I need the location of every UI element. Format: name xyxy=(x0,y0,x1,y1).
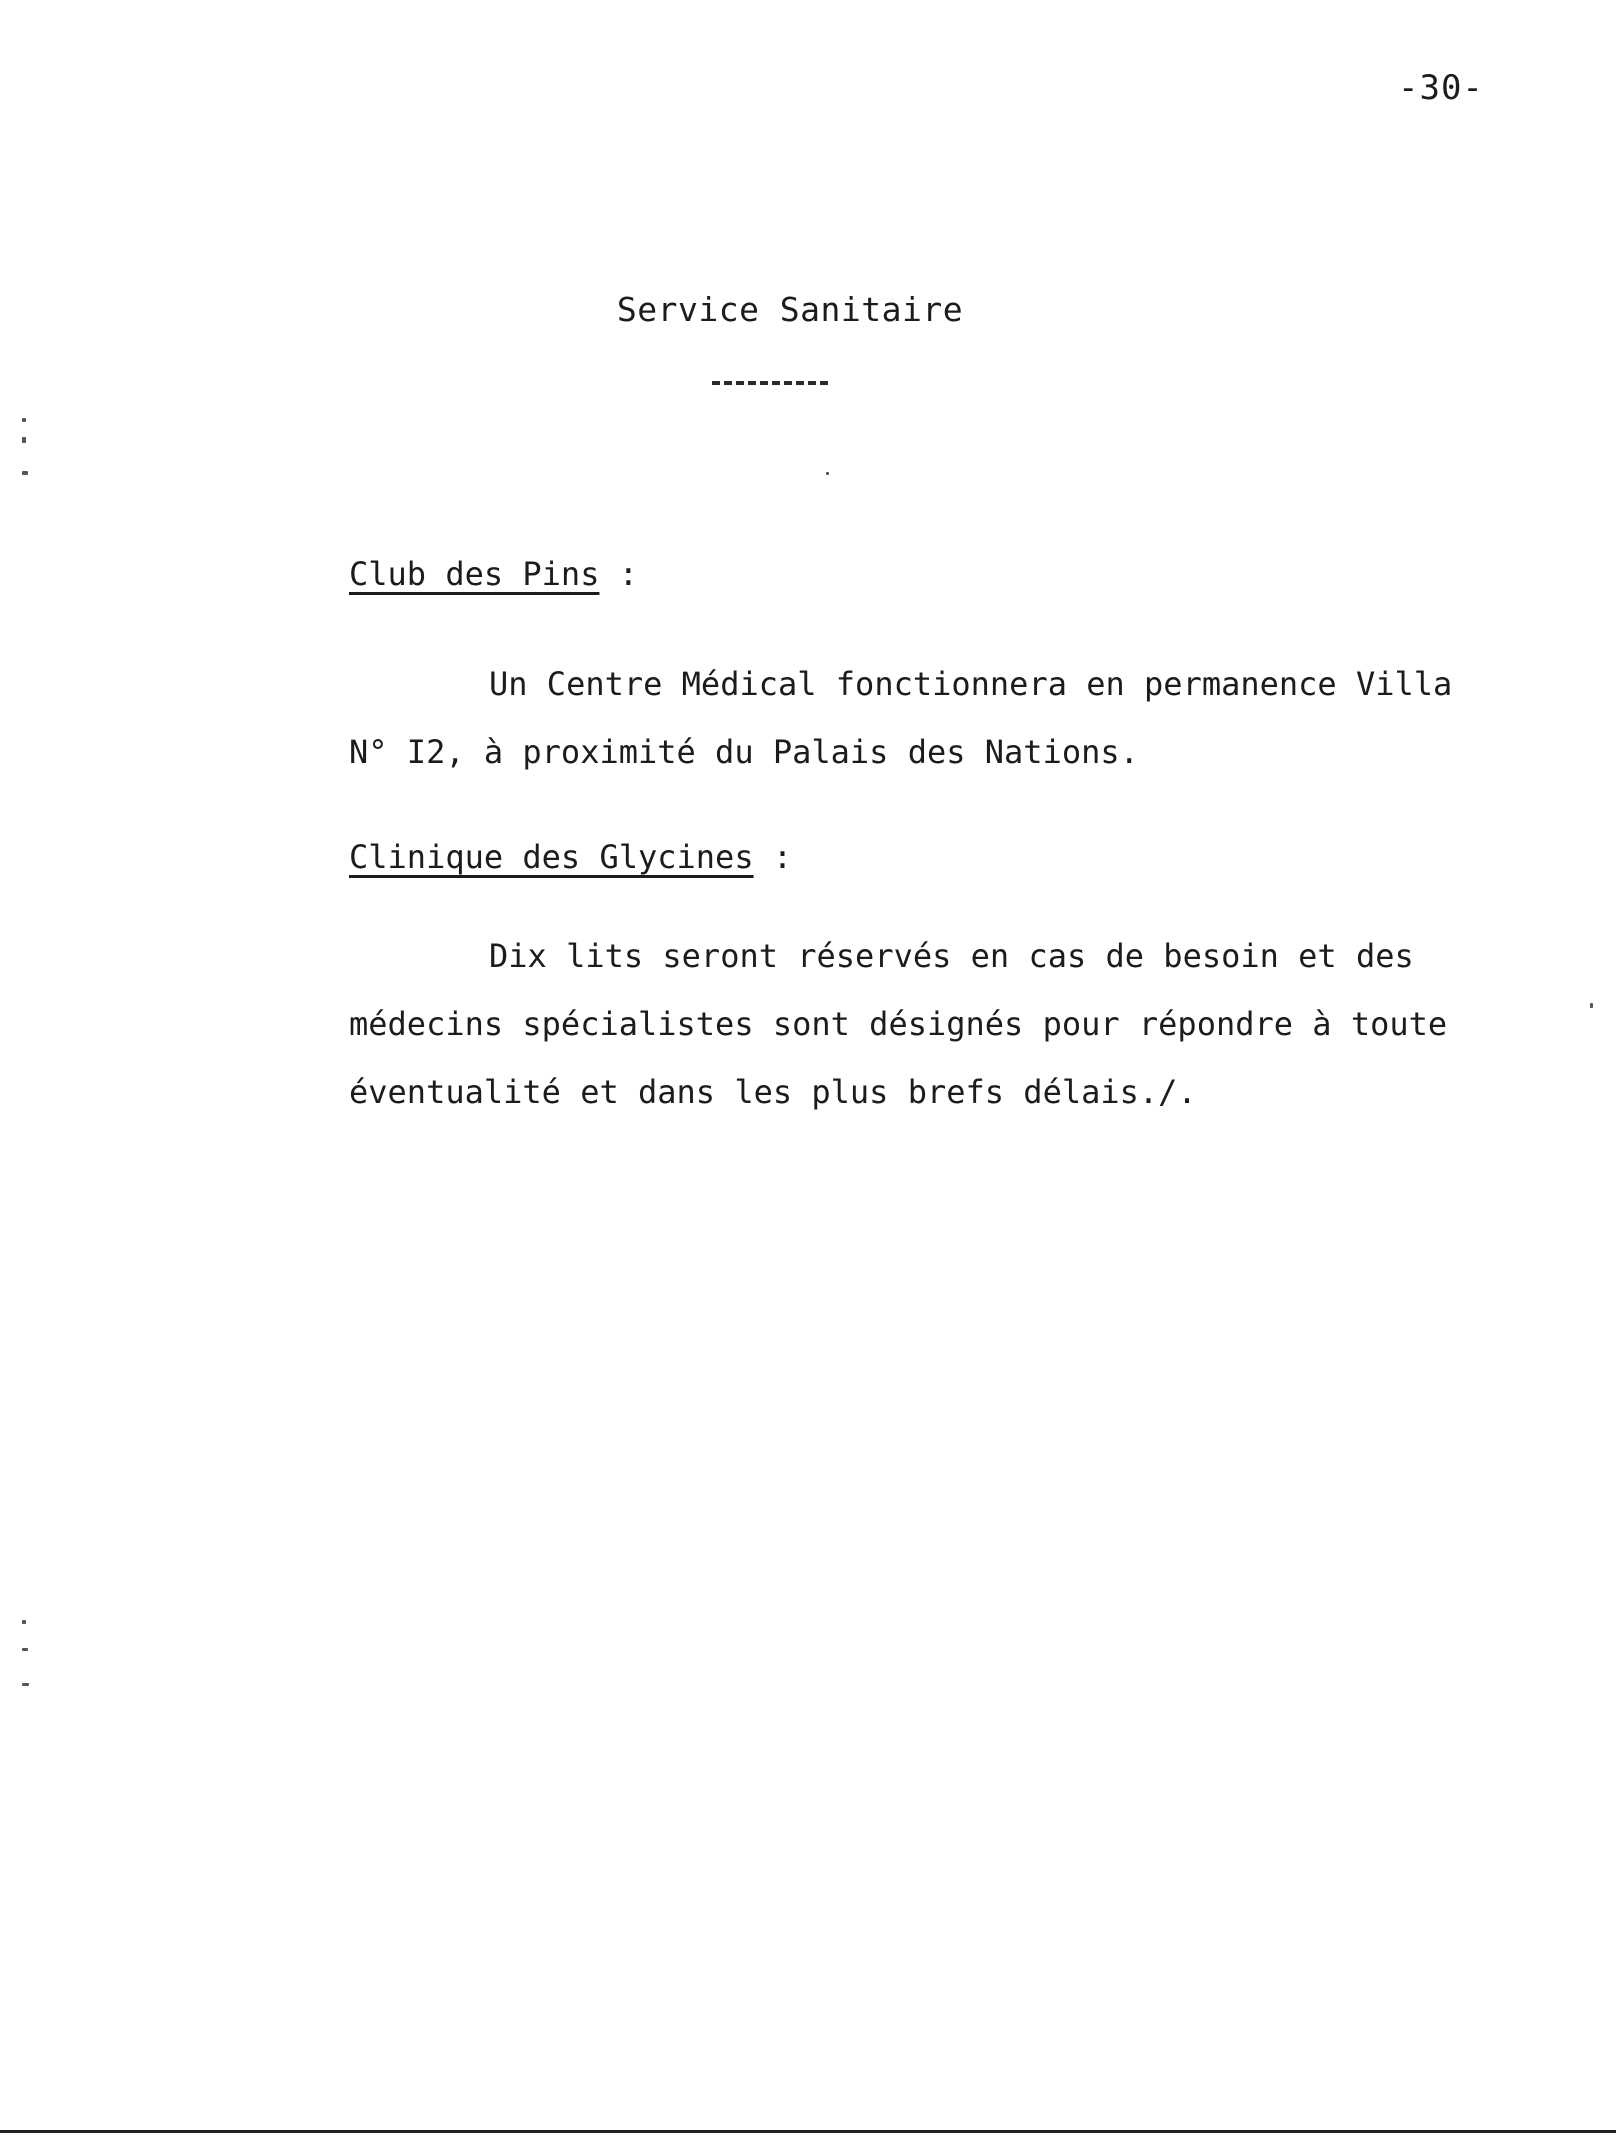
scan-speck xyxy=(22,437,26,443)
section-heading-colon: : xyxy=(599,555,638,593)
scan-speck xyxy=(22,1683,29,1686)
scan-speck xyxy=(22,471,28,475)
scan-speck xyxy=(1590,1003,1593,1008)
scan-speck xyxy=(22,418,26,422)
title-underline-rule xyxy=(712,381,828,385)
scan-speck xyxy=(826,472,829,475)
section-heading-label: Club des Pins xyxy=(349,555,600,593)
section-heading-colon: : xyxy=(753,838,793,876)
paragraph-line: Un Centre Médical fonctionnera en permanence Villa xyxy=(489,665,1453,703)
section-paragraph-club-des-pins xyxy=(349,650,1499,786)
scan-speck xyxy=(22,1648,28,1651)
paragraph-line: éventualité et dans les plus brefs délais./. xyxy=(349,1073,1197,1111)
bottom-edge-rule xyxy=(0,2130,1616,2133)
section-paragraph-clinique-des-glycines xyxy=(349,922,1499,1126)
section-heading-club-des-pins xyxy=(349,555,638,593)
paragraph-line: N° I2, à proximité du Palais des Nations. xyxy=(349,733,1139,771)
paragraph-line: Dix lits seront réservés en cas de besoin et des xyxy=(489,937,1414,975)
section-heading-label: Clinique des Glycines xyxy=(349,838,754,876)
page-title: Service Sanitaire xyxy=(616,290,964,329)
paragraph-line: médecins spécialistes sont désignés pour répondre à toute xyxy=(349,1005,1448,1043)
section-heading-clinique-des-glycines xyxy=(349,838,792,876)
page-number: -30- xyxy=(1398,68,1484,108)
scan-speck xyxy=(22,1620,26,1624)
